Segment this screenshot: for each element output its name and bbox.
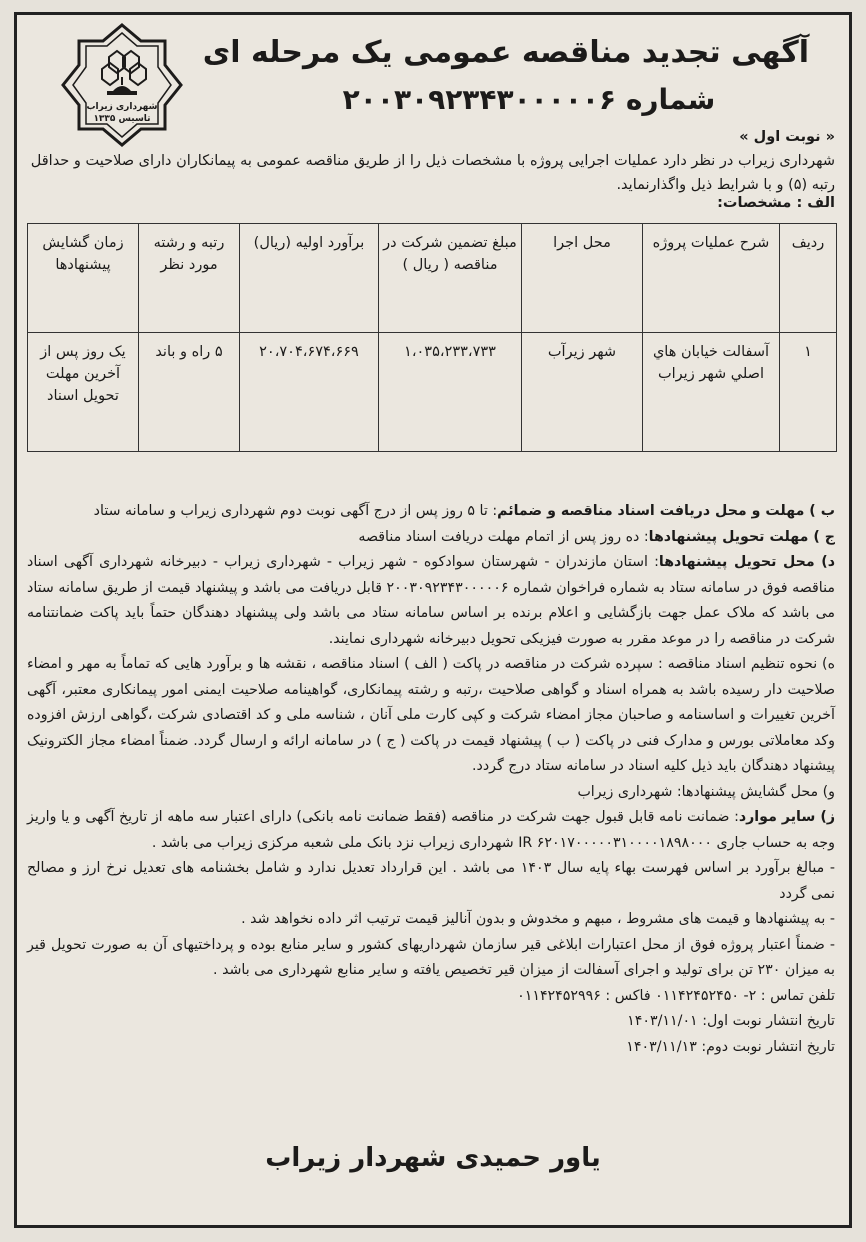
cell-opening-time: یک روز پس از آخرین مهلت تحویل اسناد	[28, 333, 139, 452]
table-row	[28, 333, 837, 452]
cell-grade: ۵ راه و باند	[139, 333, 240, 452]
cell-guarantee: ۱،۰۳۵،۲۳۳،۷۳۳	[379, 333, 522, 452]
col-header-row-no: ردیف	[780, 224, 837, 333]
cell-description: آسفالت خيابان هاي اصلي شهر زيراب	[643, 333, 780, 452]
section-d-text: : استان مازندران - شهرستان سوادکوه - شهر زیراب - شهرداری زیراب - دبیرخانه شهرداری آگهی اسناد مناقصه فوق در سامانه ستاد به شماره فراخوان شماره ۲۰۰۳۰۹۲۳۴۳۰۰۰۰۰۶ قابل دریافت می باشد و پیشنهاد قیمت از طریق سامانه ستاد می باشد که ملاک عمل جهت بازگشایی و اعلام برنده بر اساس سامانه ستاد می باشد ولی پیشنهاد دهندگان حتماً باید پاکت ضمانتنامه شرکت در مناقصه را در موعد مقرر به صورت فیزیکی تحویل دبیرخانه شهرداری نمایند.	[27, 554, 835, 647]
section-e: ه) نحوه تنظیم اسناد مناقصه : سپرده شرکت در مناقصه در پاکت ( الف ) اسناد مناقصه ، نقشه ها و برآورد هایی که تماماً به مهر و امضاء صلاحیت دار رسیده باشد به همراه اسناد و گواهی صلاحیت ،رتبه و رشته پیمانکاری، گواهینامه صلاحیت ایمنی امور پیمانکاری معتبر، آگهی آخرین تغییرات و اساسنامه و صاحبان مجاز امضاء شرکت و کپی کارت ملی آنان ، شناسه ملی و کد اقتصادی شرکت ،گواهی ارزش افزوده وکد معاملاتی بورس و مدارک فنی در پاکت ( ب ) پیشنهاد قیمت در پاکت ( ج ) در سامانه ارائه و ارسال گردد. ضمناً امضاء مجاز الکترونیک پیشنهاد دهندگان باید ذیل کلیه اسناد در سامانه ستاد درج گردد.	[27, 656, 835, 774]
section-f: و) محل گشایش پیشنهادها: شهرداری زیراب	[577, 783, 835, 800]
section-b	[27, 499, 835, 525]
bullet-conditional-bids: - به پیشنهادها و قیمت های مشروط ، مبهم و مخدوش و بدون آنالیز قیمت ترتیب اثر داده نخواهد شد .	[241, 911, 835, 927]
section-d-label: د) محل تحویل پیشنهادها	[658, 554, 835, 570]
col-header-description: شرح عملیات پروژه	[643, 224, 780, 333]
col-header-estimate: برآورد اولیه (ریال)	[240, 224, 379, 333]
section-g	[27, 805, 835, 856]
bullet-funding: - ضمناً اعتبار پروژه فوق از محل اعتبارات ابلاغی قیر سازمان شهرداریهای کشور و سایر منابع بوده و پرداختیهای آن به صورت تحویل قیر به میزان ۲۳۰ تن برای تولید و اجرای آسفالت از میزان قیر تخصیص یافته و سایر منابع شهرداری می باشد .	[27, 936, 835, 978]
section-c	[27, 525, 835, 551]
bullet-estimate: - مبالغ برآورد بر اساس فهرست بهاء پایه سال ۱۴۰۳ می باشد . این قرارداد تعدیل ندارد و شامل بخشنامه های تعدیل نرخ ارز و مصالح نمی گردد	[27, 860, 835, 902]
contact-phone: تلفن تماس : ۲- ۰۱۱۴۲۴۵۲۴۵۰ فاکس : ۰۱۱۴۲۴۵۲۹۹۶	[517, 987, 835, 1004]
section-b-text: : تا ۵ روز پس از درج آگهی نوبت دوم شهرداری زیراب و سامانه ستاد	[93, 503, 498, 519]
notice-number: شماره ۲۰۰۳۰۹۲۳۴۳۰۰۰۰۰۶	[342, 83, 716, 116]
mayor-signature: یاور حمیدی شهردار زیراب	[265, 1143, 601, 1173]
notice-body	[27, 499, 835, 1060]
section-c-label: ج ) مهلت تحویل پیشنهادها	[648, 528, 835, 545]
tender-notice	[14, 12, 852, 1228]
section-b-label: ب ) مهلت و محل دریافت اسناد مناقصه و ضمائم	[497, 503, 835, 519]
intro-paragraph: شهرداری زیراب در نظر دارد عملیات اجرایی پروژه با مشخصات ذیل را از طریق مناقصه عمومی به پیمانکاران دارای صلاحیت و حداقل رتبه (۵) و با شرایط ذیل واگذارنماید.	[30, 153, 835, 193]
section-c-text: : ده روز پس از اتمام مهلت دریافت اسناد مناقصه	[358, 528, 649, 545]
col-header-guarantee: مبلغ تضمین شرکت در مناقصه ( ریال )	[379, 224, 522, 333]
col-header-grade: رتبه و رشته مورد نظر	[139, 224, 240, 333]
publish-date-first: تاریخ انتشار نوبت اول: ۱۴۰۳/۱۱/۰۱	[627, 1013, 835, 1029]
col-header-opening-time: زمان گشایش پیشنهادها	[28, 224, 139, 333]
publication-round	[195, 125, 835, 149]
section-g-text: : ضمانت نامه قابل قبول جهت شرکت در مناقصه (فقط ضمانت نامه بانکی) دارای اعتبار سه ماهه از تاریخ آگهی و یا واریز وجه به حساب جاری IR ۶۲۰۱۷۰۰۰۰۰۳۱۰۰۰۰۱۸۹۸۰۰۰ شهرداری زیراب نزد بانک ملی شعبه مرکزی زیراب می باشد .	[27, 809, 835, 851]
svg-text:شهرداری زیراب: شهرداری زیراب	[86, 102, 158, 112]
svg-text:تاسیس ۱۳۳۵: تاسیس ۱۳۳۵	[93, 114, 151, 124]
publish-date-second: تاریخ انتشار نوبت دوم: ۱۴۰۳/۱۱/۱۳	[626, 1038, 835, 1055]
logo-emblem-icon	[57, 21, 187, 149]
round-label: « نوبت اول »	[739, 129, 835, 145]
table-header-row	[28, 224, 837, 333]
cell-row-no: ۱	[780, 333, 837, 452]
notice-title: آگهی تجدید مناقصه عمومی یک مرحله ای	[202, 35, 809, 70]
specs-table	[27, 223, 837, 452]
specs-label: الف : مشخصات:	[717, 195, 835, 211]
section-g-label: ز) سایر موارد	[738, 809, 835, 825]
col-header-location: محل اجرا	[522, 224, 643, 333]
municipality-logo	[57, 21, 187, 149]
section-d	[27, 550, 835, 652]
cell-estimate: ۲۰،۷۰۴،۶۷۴،۶۶۹	[240, 333, 379, 452]
cell-location: شهر زیرآب	[522, 333, 643, 452]
